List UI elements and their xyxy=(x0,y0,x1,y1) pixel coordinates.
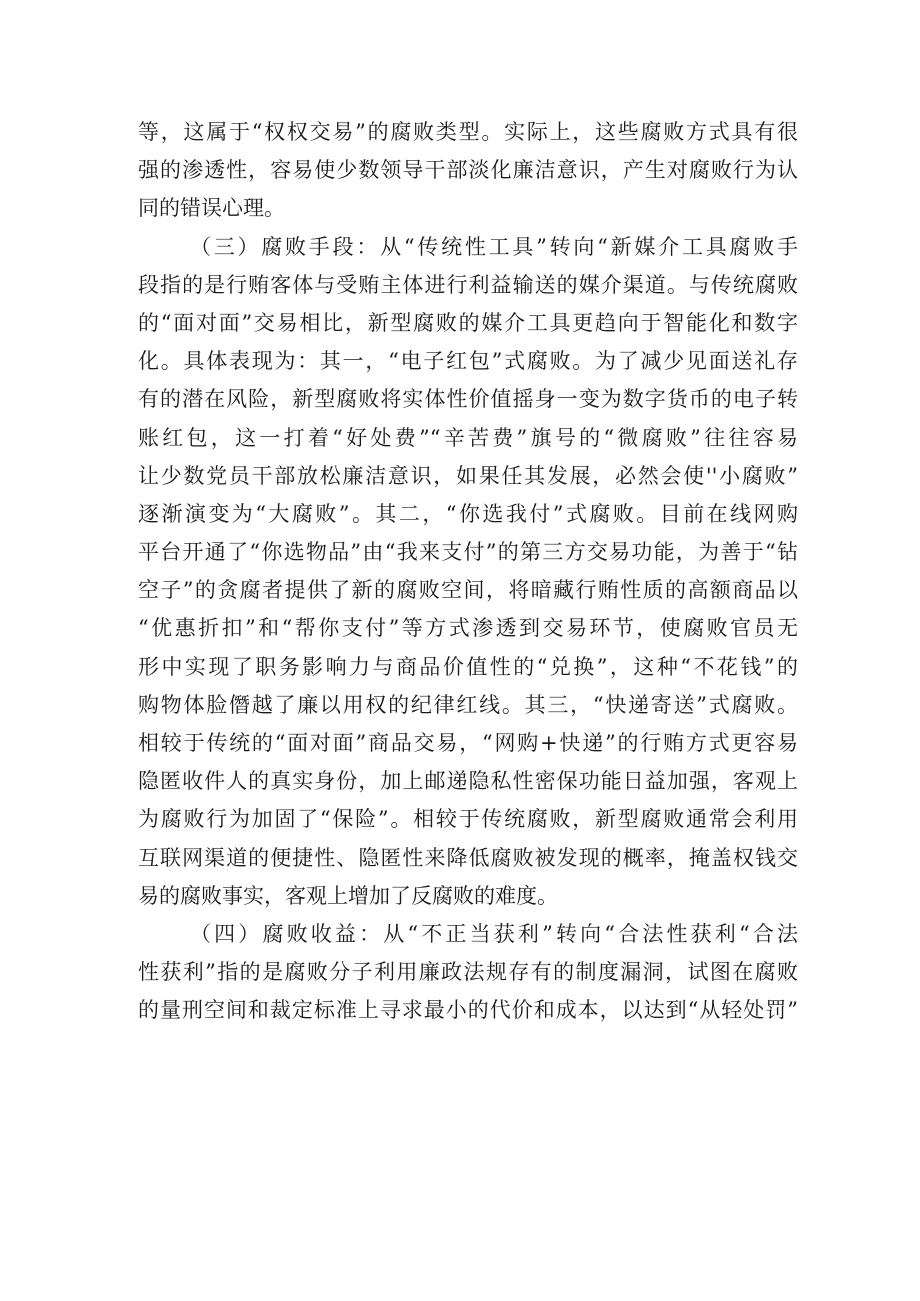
text-line: 账红包，这一打着“好处费”“辛苦费”旗号的“微腐败”往往容易 xyxy=(138,425,798,450)
text-line: 等，这属于“权权交易”的腐败类型。实际上，这些腐败方式具有很 xyxy=(138,120,798,144)
text-line: 段指的是行贿客体与受贿主体进行利益输送的媒介渠道。与传统腐败 xyxy=(138,272,798,297)
text-line: 逐渐演变为“大腐败”。其二，“你选我付”式腐败。目前在线网购 xyxy=(138,501,798,526)
section-heading-line: （三）腐败手段：从“传统性工具”转向“新媒介工具腐败手 xyxy=(190,234,798,259)
text-line: 同的错误心理。 xyxy=(138,196,285,221)
body-text xyxy=(138,113,798,1030)
text-line: 互联网渠道的便捷性、隐匿性来降低腐败被发现的概率，掩盖权钱交 xyxy=(138,845,798,870)
text-line: 让少数党员干部放松廉洁意识，如果任其发展，必然会使''小腐败” xyxy=(138,463,798,488)
text-line: 的“面对面”交易相比，新型腐败的媒介工具更趋向于智能化和数字 xyxy=(138,310,798,335)
text-line: 购物体脸僭越了廉以用权的纪律红线。其三，“快递寄送”式腐败。 xyxy=(138,692,798,717)
text-line: 为腐败行为加固了“保险”。相较于传统腐败，新型腐败通常会利用 xyxy=(138,807,798,832)
text-line: 有的潜在风险，新型腐败将实体性价值摇身一变为数字货币的电子转 xyxy=(138,387,798,412)
text-line: “优惠折扣”和“帮你支付”等方式渗透到交易环节，使腐败官员无 xyxy=(138,616,798,641)
text-line: 强的渗透性，容易使少数领导干部淡化廉洁意识，产生对腐败行为认 xyxy=(138,158,798,183)
text-line: 性获利”指的是腐败分子利用廉政法规存有的制度漏洞，试图在腐败 xyxy=(138,960,798,985)
text-line: 平台开通了“你选物品”由“我来支付”的第三方交易功能，为善于“钻 xyxy=(138,540,798,565)
section-heading-line: （四）腐败收益：从“不正当获利”转向“合法性获利“合法 xyxy=(190,921,798,946)
text-line: 的量刑空间和裁定标准上寻求最小的代价和成本，以达到“从轻处罚” xyxy=(138,998,798,1023)
text-line: 易的腐败事实，客观上增加了反腐败的难度。 xyxy=(138,883,558,908)
text-line: 形中实现了职务影响力与商品价值性的“兑换”，这种“不花钱”的 xyxy=(138,654,798,679)
text-line: 空子”的贪腐者提供了新的腐败空间，将暗藏行贿性质的高额商品以 xyxy=(138,578,798,603)
text-line: 隐匿收件人的真实身份，加上邮递隐私性密保功能日益加强，客观上 xyxy=(138,769,798,794)
text-line: 化。具体表现为：其一，“电子红包”式腐败。为了减少见面送礼存 xyxy=(138,349,798,374)
text-line: 相较于传统的“面对面”商品交易，“网购+快递”的行贿方式更容易 xyxy=(138,731,798,755)
